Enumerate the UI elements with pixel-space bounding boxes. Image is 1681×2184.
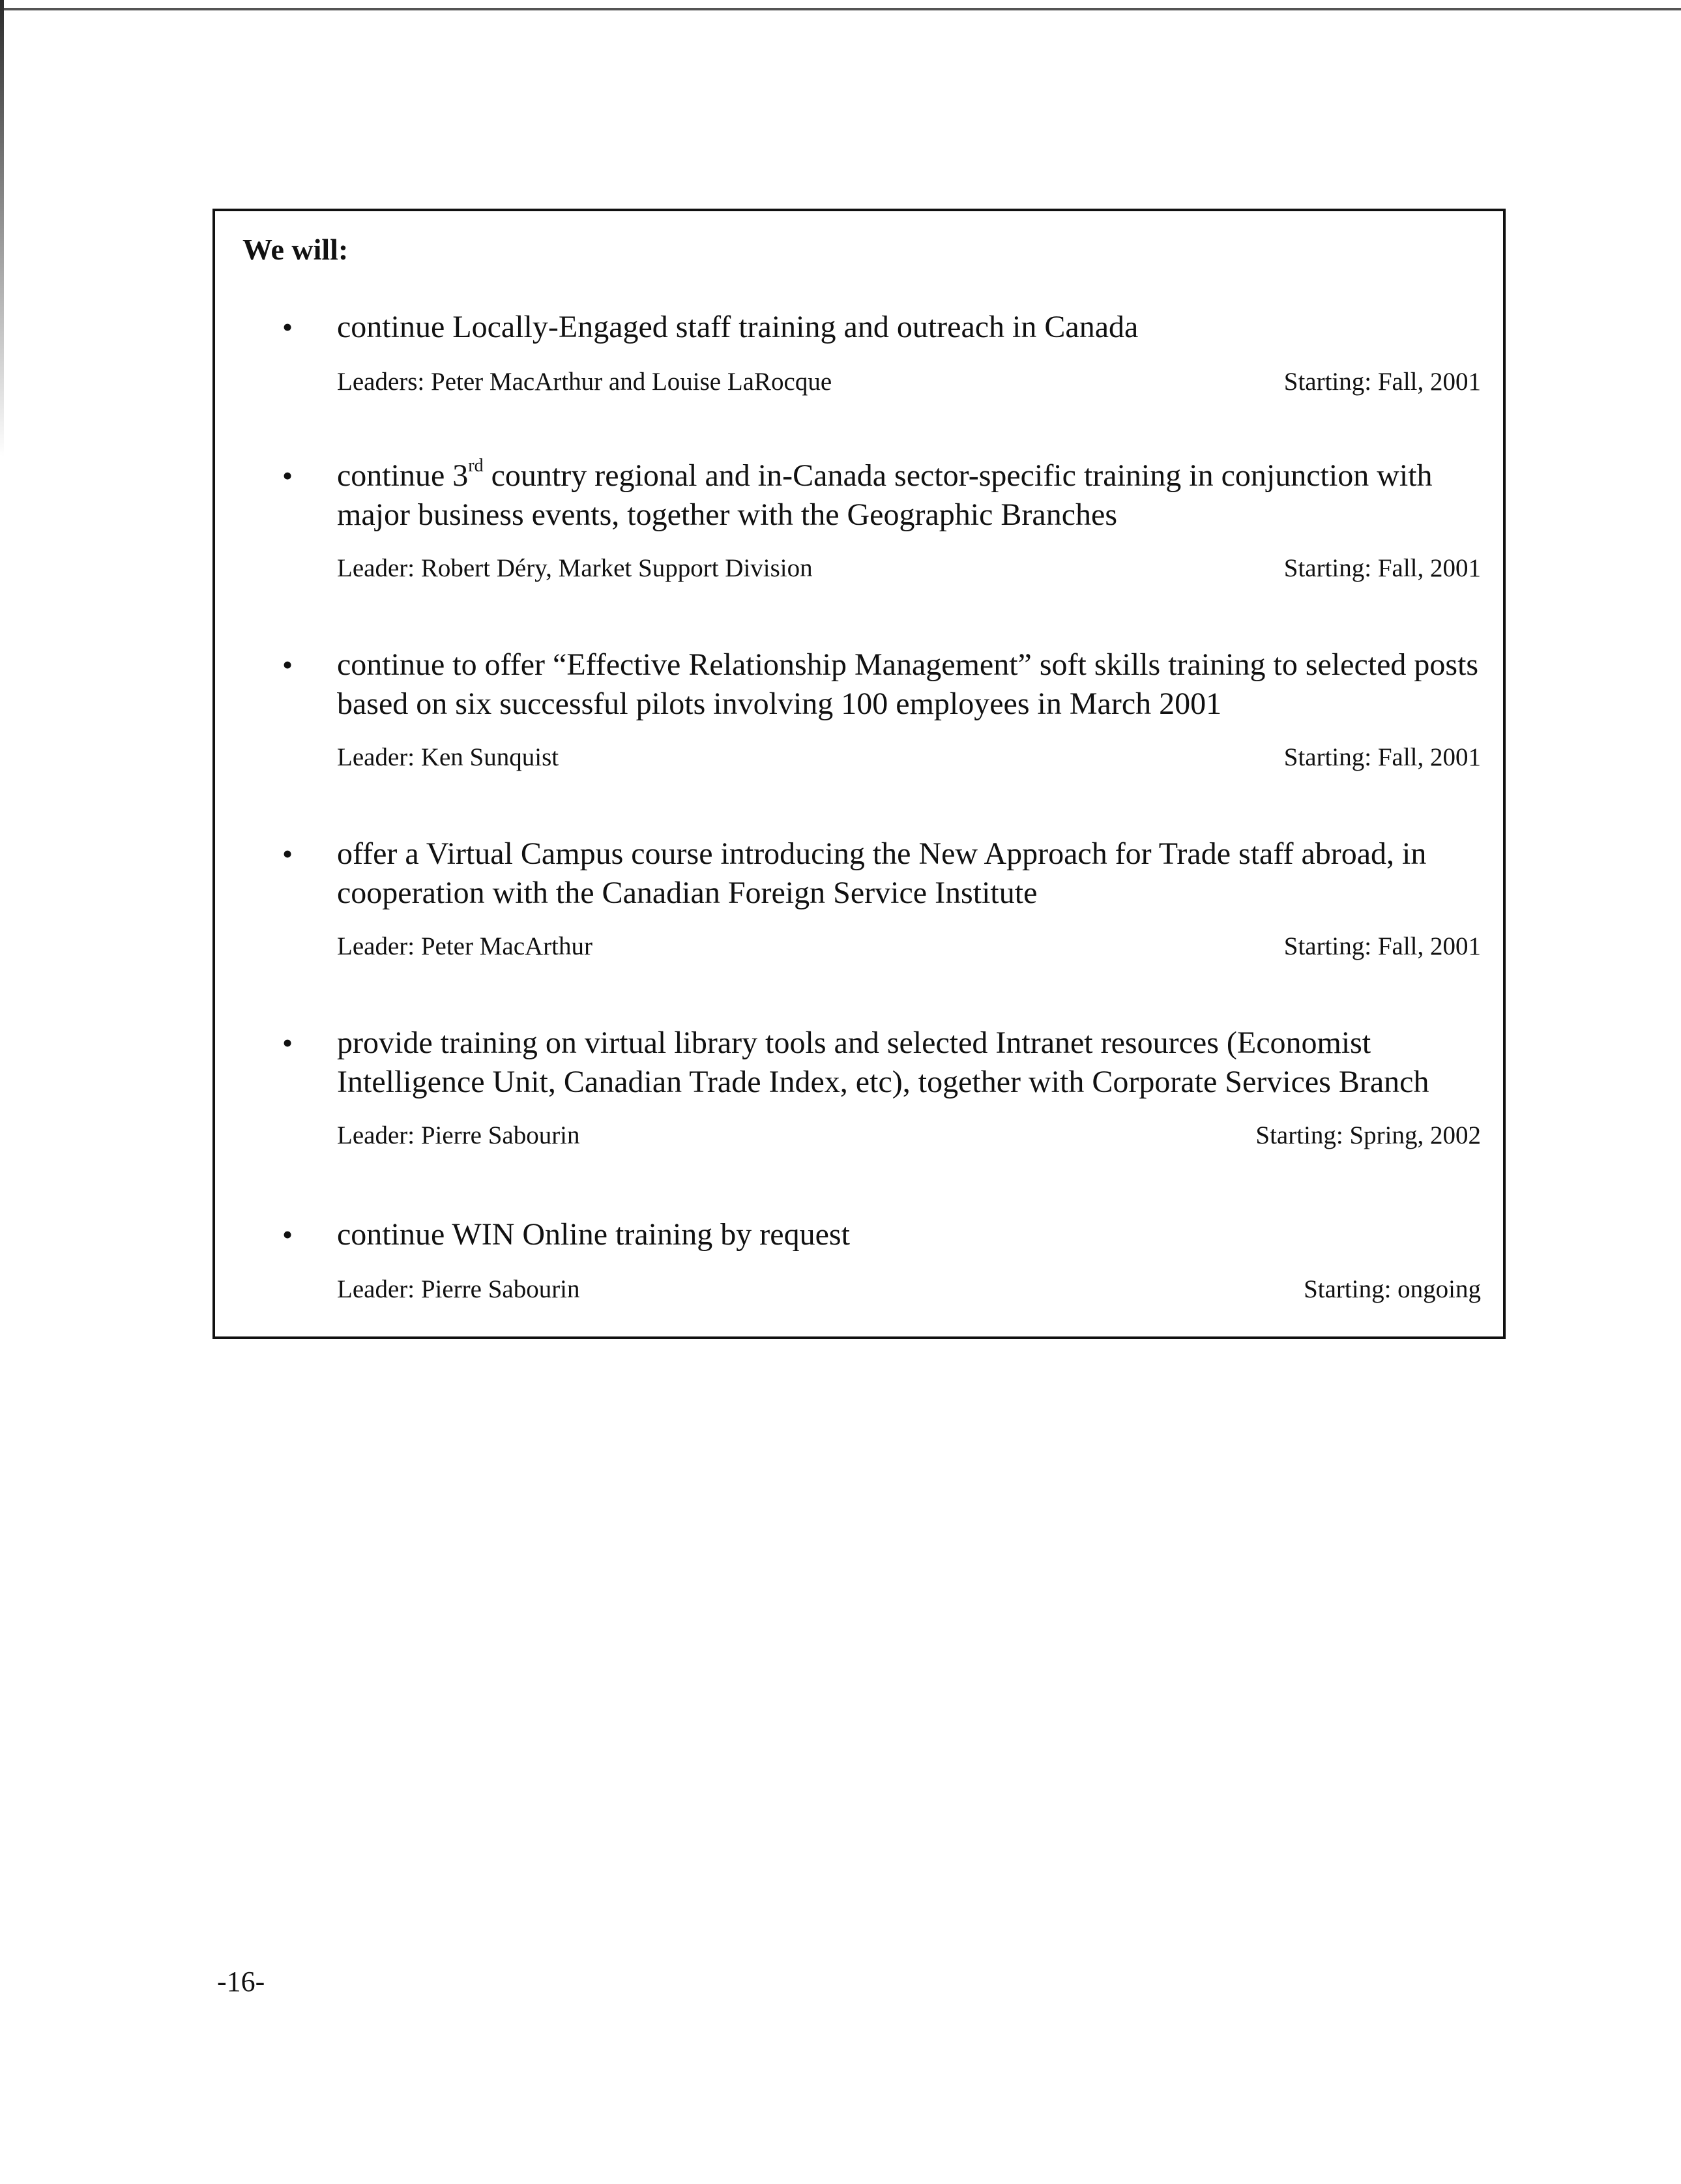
item-leader: Leader: Peter MacArthur bbox=[337, 932, 592, 960]
item-starting: Starting: Fall, 2001 bbox=[1283, 554, 1481, 582]
bullet: • bbox=[282, 837, 293, 870]
initiatives-box bbox=[212, 209, 1506, 1339]
item-starting: Starting: ongoing bbox=[1304, 1275, 1481, 1303]
scan-edge-line bbox=[0, 8, 1681, 10]
item-leader: Leader: Ken Sunquist bbox=[337, 743, 559, 771]
item-starting: Starting: Fall, 2001 bbox=[1283, 368, 1481, 396]
item-leader: Leaders: Peter MacArthur and Louise LaRocque bbox=[337, 368, 832, 396]
box-heading: We will: bbox=[242, 233, 349, 266]
item-text: continue Locally-Engaged staff training and outreach in Canada bbox=[337, 310, 1139, 344]
bullet: • bbox=[282, 459, 293, 492]
bullet: • bbox=[282, 1026, 293, 1059]
page-number: -16- bbox=[217, 1966, 265, 1998]
item-leader: Leader: Pierre Sabourin bbox=[337, 1121, 580, 1149]
item-text: offer a Virtual Campus course introducing the New Approach for Trade staff abroad, in cooperation with the Canadian Foreign Service Institute bbox=[337, 836, 1427, 910]
item-text: provide training on virtual library tools and selected Intranet resources (Economist Intelligence Unit, Canadian Trade Index, etc), together with Corporate Services Branch bbox=[337, 1026, 1429, 1099]
item-text: continue 3rd country regional and in-Canada sector-specific training in conjunction with major business events, together with the Geographic Branches bbox=[337, 456, 1433, 532]
bullet: • bbox=[282, 648, 293, 681]
item-leader: Leader: Pierre Sabourin bbox=[337, 1275, 580, 1303]
item-text: continue WIN Online training by request bbox=[337, 1217, 850, 1252]
scan-edge-shadow bbox=[0, 0, 4, 456]
item-starting: Starting: Spring, 2002 bbox=[1255, 1121, 1481, 1149]
item-starting: Starting: Fall, 2001 bbox=[1283, 743, 1481, 771]
bullet: • bbox=[282, 310, 293, 344]
item-text: continue to offer “Effective Relationship Management” soft skills training to selected posts based on six successful pilots involving 100 employees in March 2001 bbox=[337, 647, 1479, 721]
item-leader: Leader: Robert Déry, Market Support Division bbox=[337, 554, 813, 582]
item-starting: Starting: Fall, 2001 bbox=[1283, 932, 1481, 960]
bullet: • bbox=[282, 1218, 293, 1251]
